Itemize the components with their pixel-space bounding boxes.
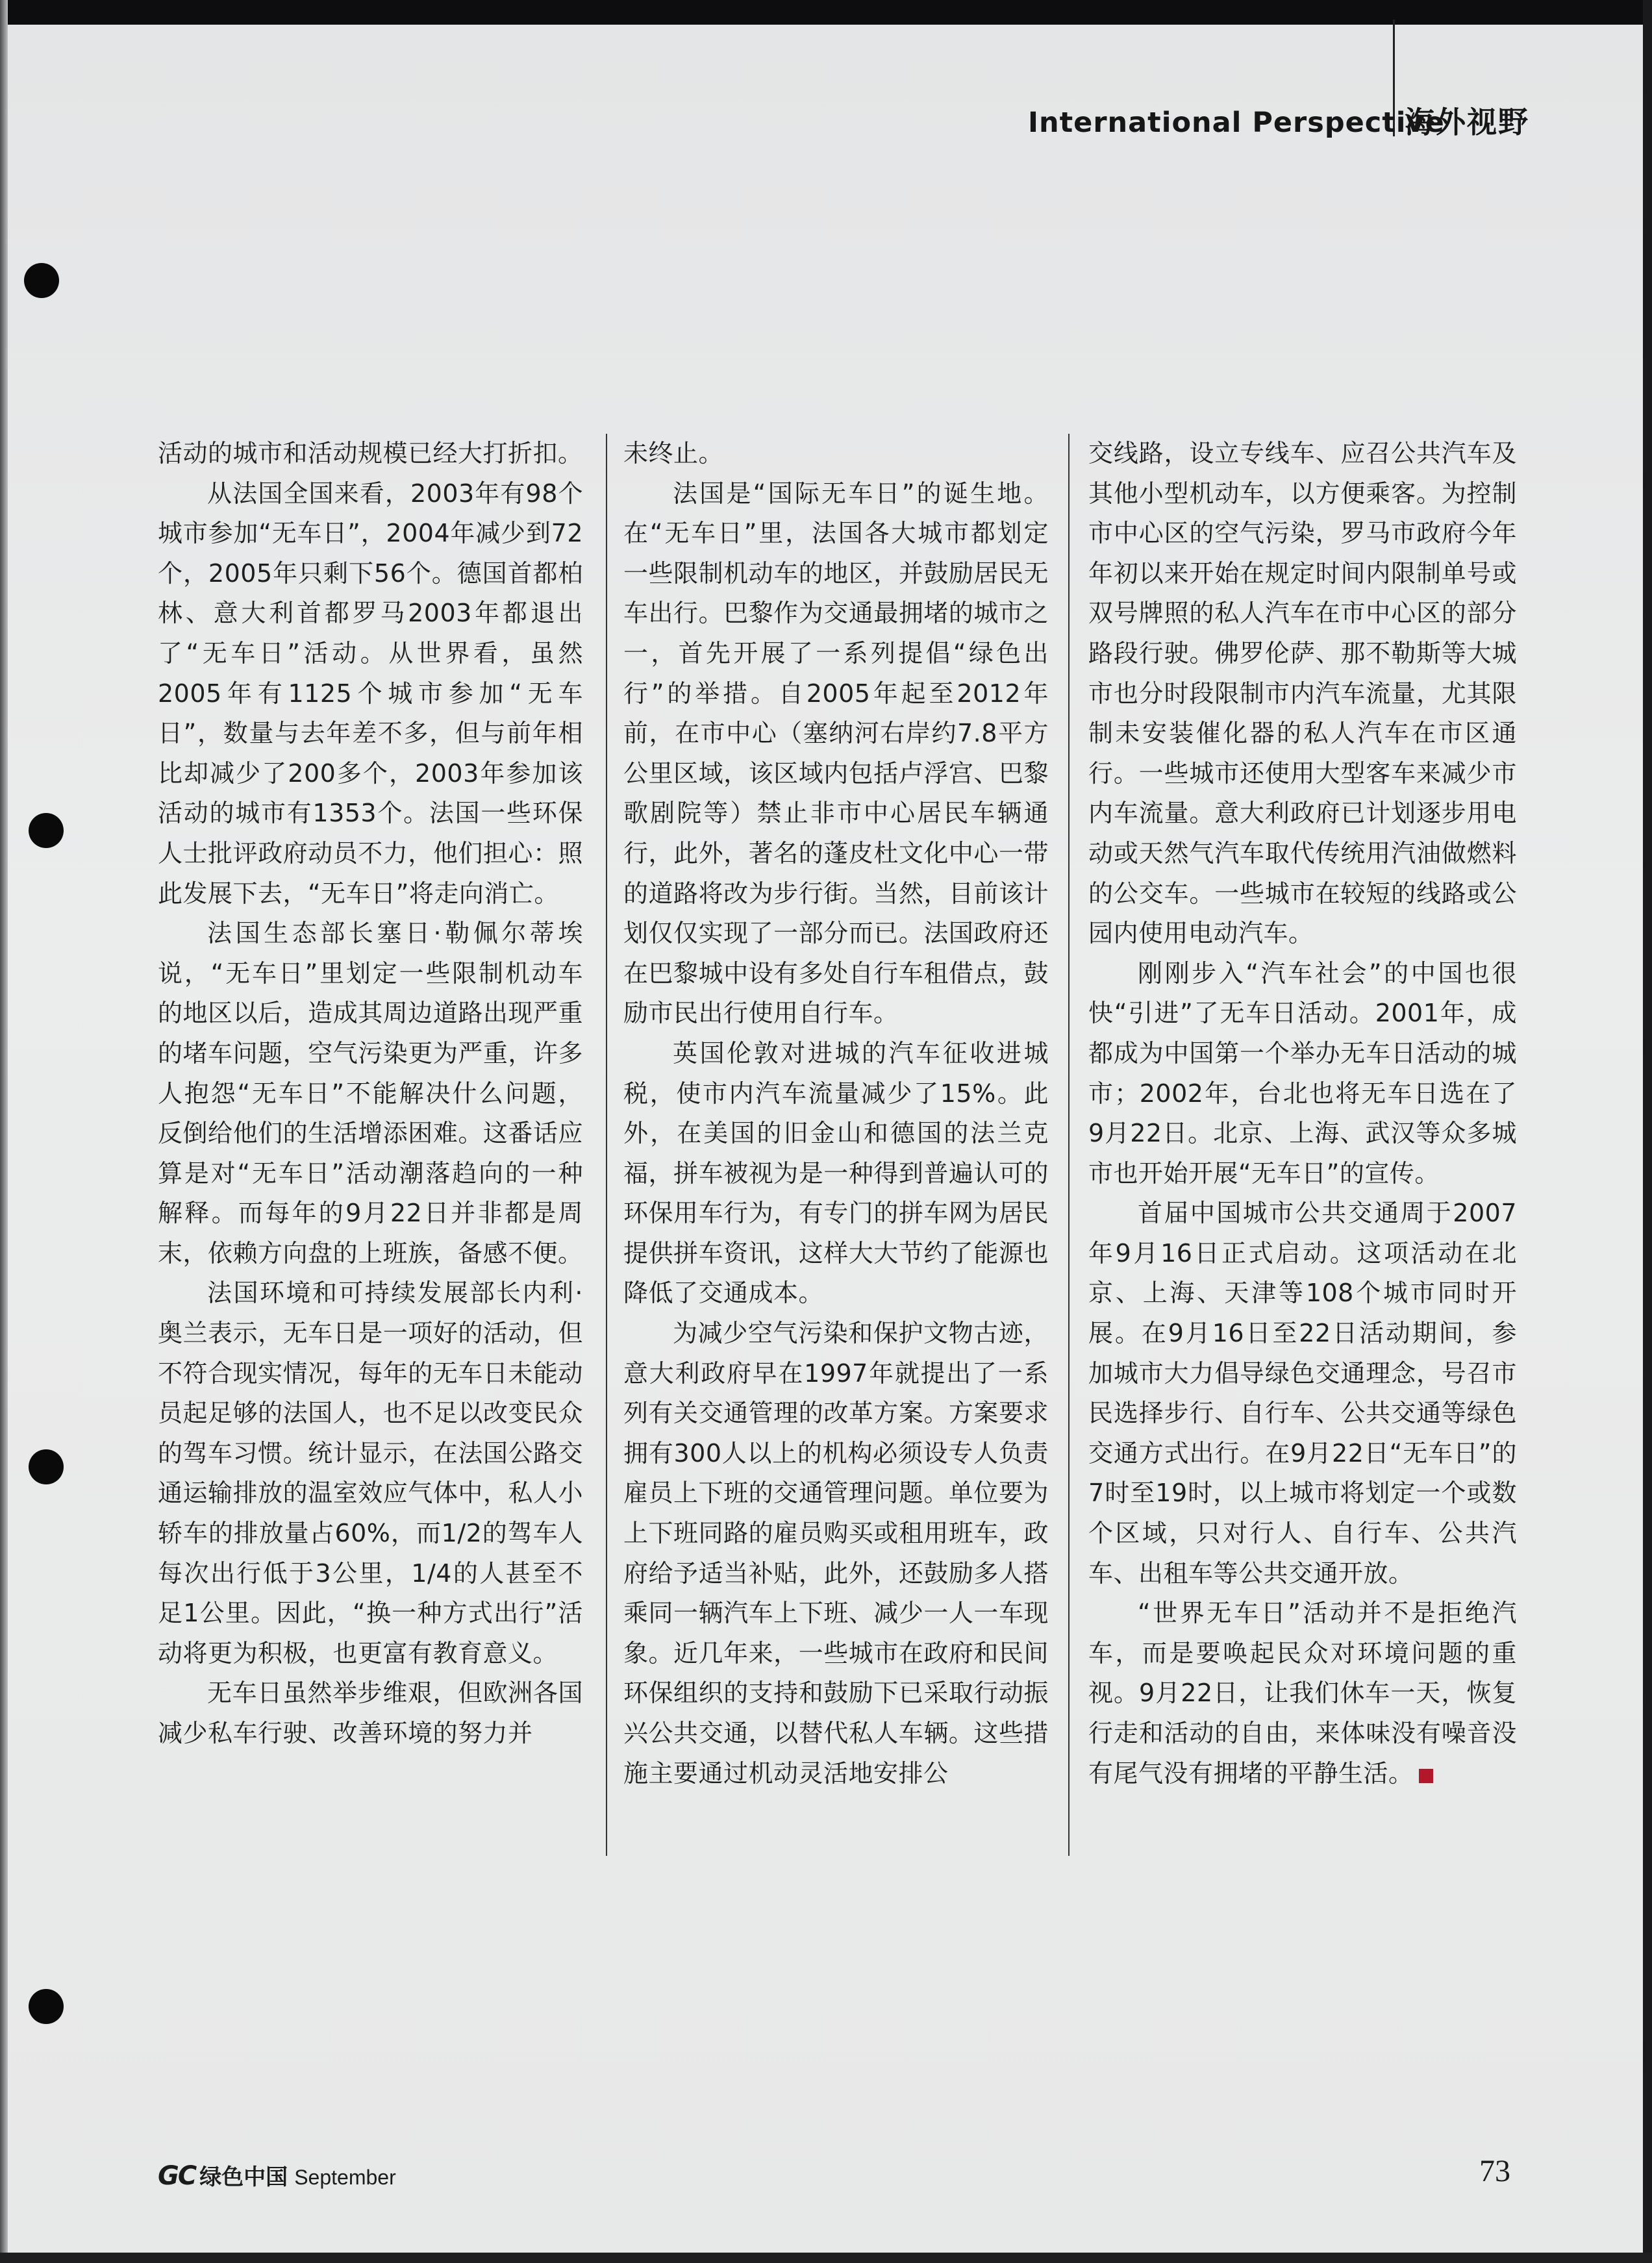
paragraph: 为减少空气污染和保护文物古迹，意大利政府早在1997年就提出了一系列有关交通管理的改革方案。方案要求拥有300人以上的机构必须设专人负责雇员上下班的交通管理问题。单位要为上下班同路的雇员购买或租用班车，政府给予适当补贴，此外，还鼓励多人搭乘同一辆汽车上下班、减少一人一车现象。近几年来，一些城市在政府和民间环保组织的支持和鼓励下已采取行动振兴公共交通，以替代私人车辆。这些措施主要通过机动灵活地安排公: [623, 1319, 1049, 1788]
magazine-name: 绿色中国: [199, 2164, 288, 2190]
paragraph: 未终止。: [623, 439, 724, 468]
paragraph: 首届中国城市公共交通周于2007年9月16日正式启动。这项活动在北京、上海、天津等108个城市同时开展。在9月16日至22日活动期间，参加城市大力倡导绿色交通理念，号召市民选择步行、自行车、公共交通等绿色交通方式出行。在9月22日“无车日”的7时至19时，以上城市将划定一个或数个区域，只对行人、自行车、公共汽车、出租车等公共交通开放。: [1088, 1199, 1517, 1588]
binder-hole-4: [29, 1989, 64, 2024]
binder-hole-3: [29, 1449, 64, 1484]
magazine-logo-gc: GC: [158, 2161, 196, 2191]
scan-border-right: [1643, 0, 1652, 2263]
section-title-en: International Perspective: [1028, 106, 1445, 139]
paragraph: 无车日虽然举步维艰，但欧洲各国减少私车行驶、改善环境的努力并: [158, 1679, 583, 1747]
paragraph: [1088, 1594, 1517, 1794]
paragraph: 英国伦敦对进城的汽车征收进城税，使市内汽车流量减少了15%。此外，在美国的旧金山和德国的法兰克福，拼车被视为是一种得到普遍认可的环保用车行为，有专门的拼车网为居民提供拼车资讯，这样大大节约了能源也降低了交通成本。: [623, 1038, 1049, 1308]
article-column-2: [623, 434, 1049, 1794]
column-divider-1: [606, 434, 607, 1856]
scan-border-left: [0, 0, 8, 2263]
issue-month: September: [294, 2166, 396, 2189]
article-column-1: [158, 434, 583, 1754]
binder-hole-2: [29, 813, 64, 848]
paragraph: 刚刚步入“汽车社会”的中国也很快“引进”了无车日活动。2001年，成都成为中国第一个举办无车日活动的城市；2002年，台北也将无车日选在了9月22日。北京、上海、武汉等众多城市也开始开展“无车日”的宣传。: [1088, 958, 1517, 1188]
paragraph: 法国环境和可持续发展部长内利·奥兰表示，无车日是一项好的活动，但不符合现实情况，每年的无车日未能动员起足够的法国人，也不足以改变民众的驾车习惯。统计显示，在法国公路交通运输排放的温室效应气体中，私人小轿车的排放量占60%，而1/2的驾车人每次出行低于3公里，1/4的人甚至不足1公里。因此，“换一种方式出行”活动将更为积极，也更富有教育意义。: [158, 1279, 583, 1668]
scan-border-top: [0, 0, 1652, 25]
paragraph: 从法国全国来看，2003年有98个城市参加“无车日”，2004年减少到72个，2005年只剩下56个。德国首都柏林、意大利首都罗马2003年都退出了“无车日”活动。从世界看，虽然2005年有1125个城市参加“无车日”，数量与去年差不多，但与前年相比却减少了200多个，2003年参加该活动的城市有1353个。法国一些环保人士批评政府动员不力，他们担心：照此发展下去，“无车日”将走向消亡。: [158, 479, 583, 908]
paragraph: 法国是“国际无车日”的诞生地。在“无车日”里，法国各大城市都划定一些限制机动车的地区，并鼓励居民无车出行。巴黎作为交通最拥堵的城市之一，首先开展了一系列提倡“绿色出行”的举措。自2005年起至2012年前，在市中心（塞纳河右岸约7.8平方公里区域，该区域内包括卢浮宫、巴黎歌剧院等）禁止非市中心居民车辆通行，此外，著名的蓬皮杜文化中心一带的道路将改为步行街。当然，目前该计划仅仅实现了一部分而已。法国政府还在巴黎城中设有多处自行车租借点，鼓励市民出行使用自行车。: [623, 479, 1049, 1028]
paragraph: 活动的城市和活动规模已经大打折扣。: [158, 439, 583, 468]
binder-hole-1: [24, 263, 59, 298]
paragraph: 交线路，设立专线车、应召公共汽车及其他小型机动车，以方便乘客。为控制市中心区的空气污染，罗马市政府今年年初以来开始在规定时间内限制单号或双号牌照的私人汽车在市中心区的部分路段行驶。佛罗伦萨、那不勒斯等大城市也分时段限制市内汽车流量，尤其限制未安装催化器的私人汽车在市区通行。一些城市还使用大型客车来减少市内车流量。意大利政府已计划逐步用电动或天然气汽车取代传统用汽油做燃料的公交车。一些城市在较短的线路或公园内使用电动汽车。: [1088, 439, 1517, 948]
scan-border-bottom: [0, 2253, 1652, 2263]
paragraph: 法国生态部长塞日·勒佩尔蒂埃说，“无车日”里划定一些限制机动车的地区以后，造成其周边道路出现严重的堵车问题，空气污染更为严重，许多人抱怨“无车日”不能解决什么问题，反倒给他们的生活增添困难。这番话应算是对“无车日”活动潮落趋向的一种解释。而每年的9月22日并非都是周末，依赖方向盘的上班族，备感不便。: [158, 919, 583, 1268]
end-of-article-mark: [1419, 1769, 1433, 1783]
column-divider-2: [1068, 434, 1070, 1856]
page-number: 73: [1479, 2154, 1510, 2188]
section-title-zh: 海外视野: [1405, 105, 1529, 140]
paragraph-text: “世界无车日”活动并不是拒绝汽车，而是要唤起民众对环境问题的重视。9月22日，让我们休车一天，恢复行走和活动的自由，来体味没有噪音没有尾气没有拥堵的平静生活。: [1088, 1599, 1517, 1788]
magazine-footer: [158, 2159, 396, 2191]
article-column-3: [1088, 434, 1517, 1794]
